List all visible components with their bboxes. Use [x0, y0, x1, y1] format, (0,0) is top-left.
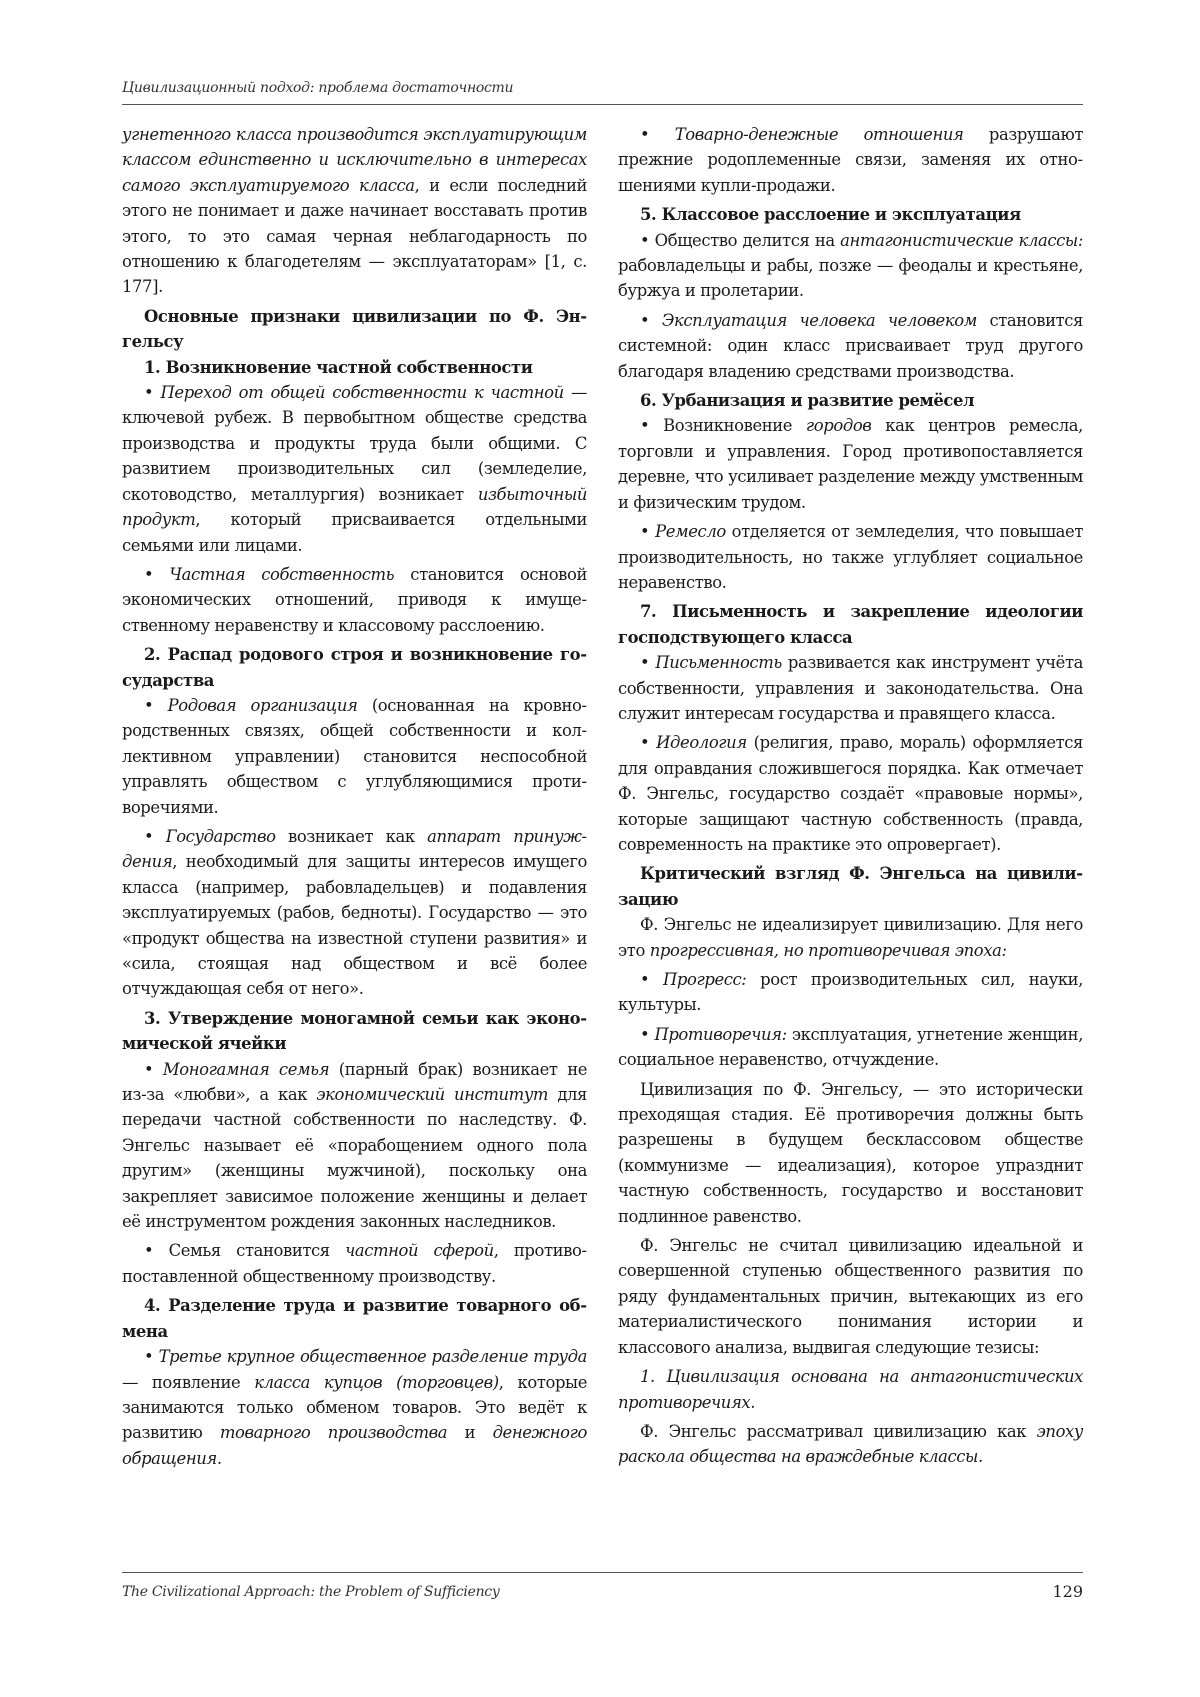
italic-run: Ремесло	[655, 522, 726, 542]
italic-run: аппарат принуждения	[122, 826, 587, 872]
paragraph	[618, 650, 1083, 726]
text-run: • Семья становится	[144, 1241, 346, 1261]
italic-run: экономический институт	[316, 1085, 549, 1105]
italic-run: класса купцов (торговцев)	[254, 1372, 499, 1392]
text-run: — ключевой рубеж. В первобытном обществе средства производства и продукты труда были общими. С развитием производительных сил (земледелие, скотоводство, металлургия) возникает	[122, 383, 588, 504]
text-run: Ф. Энгельс рассматривал цивилизацию как	[640, 1421, 1037, 1441]
paragraph	[618, 1077, 1083, 1229]
right-column	[618, 122, 1083, 1474]
subsection-heading: 2. Распад родового строя и возникновение государства	[122, 645, 587, 690]
text-run: , которые занимаются только обменом товаров. Это ведёт к развитию	[122, 1372, 587, 1443]
text-run: • Возникновение	[640, 416, 806, 436]
text-run: Ф. Энгельс не идеализирует цивилизацию. Для него это	[618, 915, 1083, 960]
subsection-heading: 4. Разделение труда и развитие товарного обмена	[122, 1296, 587, 1341]
text-run: •	[640, 310, 662, 330]
text-run: рабовладельцы и рабы, позже — феодалы и крестьяне, буржуа и пролетарии.	[618, 256, 1083, 301]
italic-run: Письменность	[655, 653, 782, 673]
text-run: и	[447, 1423, 493, 1443]
text-run: (парный брак) возникает не из-за «любви», а как	[122, 1059, 588, 1105]
paragraph	[618, 967, 1083, 1018]
paragraph	[122, 693, 587, 820]
section-heading: Основные признаки цивилизации по Ф. Энгельсу	[122, 306, 587, 352]
paragraph	[122, 122, 587, 300]
text-run: становится системной: один класс присваивает труд другого благодаря владению средствами производства.	[618, 310, 1083, 381]
italic-run: антагонистические классы:	[840, 230, 1083, 250]
text-run: отделяется от земледелия, что повышает производительность, но также углубляет социальное неравенство.	[618, 522, 1083, 592]
paragraph	[618, 519, 1083, 595]
italic-run: Родовая организация	[167, 695, 358, 715]
text-run: эксплуатация, угнетение женщин, социальное неравенство, отчуждение.	[618, 1024, 1083, 1070]
paragraph	[122, 1238, 587, 1289]
paragraph	[122, 1057, 587, 1235]
text-run: — появление	[122, 1372, 255, 1392]
text-run: для передачи частной собственности по наследству. Ф. Энгельс называет её «порабощением одного пола другим» (женщины мужчиной), поскольку она закрепляет зависимое положение женщины и делает её инструментом рождения законных наследников.	[122, 1085, 587, 1232]
italic-run: Прогресс:	[663, 970, 747, 989]
paragraph	[618, 730, 1083, 857]
text-run: .	[216, 1448, 222, 1468]
italic-run: избыточный продукт	[122, 484, 587, 530]
text-run: •	[144, 826, 166, 846]
paragraph	[618, 1022, 1083, 1073]
text-run: (религия, право, мораль) оформляется для оправдания сложившегося порядка. Как отмечает Ф. Энгельс, государство создаёт «правовые нормы», которые защищают частную собственность (правда, современность на практике это опровергает).	[618, 733, 1084, 854]
text-run: Ф. Энгельс не считал цивилизацию идеальной и совершенной ступенью общественного развития по ряду фундаментальных причин, вытекающих из его материалистического понимания истории и классового анализа, выдвигая следующие тезисы:	[618, 1236, 1083, 1357]
subsection-heading: 1. Возникновение частной собственности	[144, 357, 533, 377]
subsection-heading: 3. Утверждение моногамной семьи как экономической ячейки	[122, 1008, 587, 1054]
paragraph	[618, 912, 1083, 963]
italic-run: денежного обращения	[122, 1423, 587, 1468]
text-run: возникает как	[275, 826, 428, 846]
text-run: •	[144, 1347, 159, 1367]
text-run: •	[640, 522, 656, 542]
footer-rule	[122, 1572, 1083, 1573]
paragraph	[618, 228, 1083, 304]
text-run: •	[144, 383, 161, 403]
italic-run: Противоречия:	[654, 1024, 787, 1044]
text-run: •	[640, 125, 675, 144]
text-run: • Общество делится на	[640, 230, 841, 250]
paragraph	[618, 1364, 1083, 1415]
italic-run: эпоху раскола общества на враждебные классы.	[618, 1421, 1083, 1467]
italic-run: частной сферой	[345, 1241, 494, 1261]
text-run: •	[144, 1059, 163, 1079]
paragraph	[618, 413, 1083, 515]
italic-run: угнетенного класса производится эксплуатирующим классом единственно и исключительно в интересах самого эксплуатируемого класса	[122, 125, 587, 195]
text-run: •	[144, 564, 170, 584]
italic-run: товарного производства	[219, 1423, 448, 1443]
paragraph	[618, 122, 1083, 198]
subsection-heading: 5. Классовое расслоение и эксплуатация	[640, 205, 1021, 225]
italic-run: Эксплуатация человека человеком	[661, 310, 977, 330]
section-heading: Критический взгляд Ф. Энгельса на цивилизацию	[618, 864, 1083, 909]
paragraph	[122, 1344, 587, 1471]
italic-run: Государство	[165, 826, 276, 846]
italic-run: Частная собственность	[169, 564, 395, 584]
text-run: •	[640, 733, 657, 753]
text-run: как центров ремесла, торговли и управления. Город противопоставляется деревне, что усиливает разделение между умственным и физическим трудом.	[618, 416, 1083, 512]
italic-run: 1. Цивилизация основана на антагонистических противоречиях.	[618, 1367, 1083, 1412]
italic-run: Моногамная семья	[162, 1059, 330, 1079]
text-run: •	[640, 970, 664, 989]
text-run: разрушают прежние родоплеменные связи, заменяя их отношениями купли-продажи.	[618, 125, 1083, 195]
text-run: , и если последний этого не понимает и даже начинает восставать против этого, то это самая черная неблагодарность по отношению к благодетелям — эксплуататорам» [1, с. 177].	[122, 175, 587, 297]
italic-run: Переход от общей собственности к частной	[160, 383, 564, 403]
italic-run: городов	[805, 416, 872, 436]
left-column	[122, 122, 587, 1475]
text-run: (основанная на кровнородственных связях, общей собственности и коллективном управлении) становится неспособной управлять обществом с углубляющимися противоречиями.	[122, 695, 587, 817]
page-number: 129	[1052, 1582, 1083, 1601]
paragraph	[618, 308, 1083, 384]
running-header: Цивилизационный подход: проблема достаточности	[122, 80, 514, 96]
text-run: •	[640, 653, 656, 673]
text-run: Цивилизация по Ф. Энгельсу, — это исторически преходящая стадия. Её противоречия должны быть разрешены в будущем бесклассовом обществе (коммунизме — идеализация), которое упразднит частную собственность, государство и восстановит подлинное равенство.	[618, 1079, 1083, 1226]
text-run: , необходимый для защиты интересов имущего класса (например, рабовладельцев) и подавления эксплуатируемых (рабов, бедноты). Государство — это «продукт общества на известной ступени развития» и «сила, стоящая над обществом и всё более отчуждающая себя от него».	[122, 852, 587, 999]
text-run: рост производительных сил, науки, культуры.	[618, 970, 1084, 1015]
text-run: •	[144, 695, 168, 715]
text-run: , который присваивается отдельными семьями или лицами.	[122, 510, 587, 555]
text-run: развивается как инструмент учёта собственности, управления и законодательства. Она служит интересам государства и правящего класса.	[618, 653, 1083, 723]
text-run: , противопоставленной общественному производству.	[122, 1241, 587, 1286]
paragraph	[618, 1233, 1083, 1360]
running-footer: The Civilizational Approach: the Problem of Sufficiency	[122, 1584, 500, 1600]
italic-run: Идеология	[656, 733, 747, 753]
header-rule	[122, 104, 1083, 105]
paragraph	[618, 1419, 1083, 1470]
italic-run: прогрессивная, но противоречивая эпоха:	[649, 940, 1007, 960]
italic-run: Третье крупное общественное разделение труда	[158, 1347, 587, 1367]
text-run: •	[640, 1024, 655, 1044]
subsection-heading: 6. Урбанизация и развитие ремёсел	[640, 391, 975, 411]
paragraph	[122, 380, 587, 558]
text-run: становится основой экономических отношений, приводя к имущественному неравенству и классовому расслоению.	[122, 564, 588, 635]
subsection-heading: 7. Письменность и закрепление идеологии господствующего класса	[618, 602, 1083, 647]
italic-run: Товарно-денежные отношения	[674, 125, 964, 144]
paragraph	[122, 562, 587, 638]
paragraph	[122, 824, 587, 1002]
